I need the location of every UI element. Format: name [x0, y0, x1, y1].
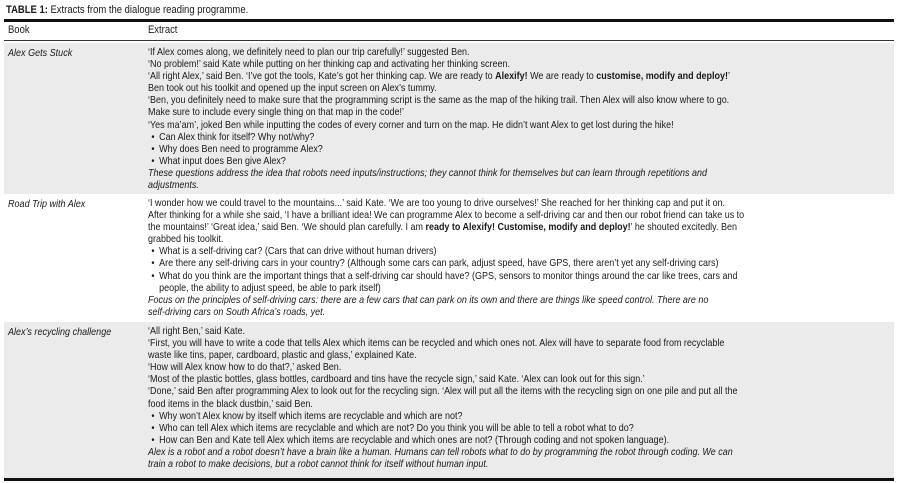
dialogue-line — [148, 46, 730, 58]
bullet-icon: • — [151, 154, 155, 167]
line-text: Can Alex think for itself? Why not/why? — [159, 130, 315, 143]
dialogue-line — [148, 349, 738, 361]
header-rule — [4, 40, 894, 41]
dialogue-line — [148, 197, 744, 209]
line-text: ‘If Alex comes along, we definitely need to plan our trip carefully!’ suggested Ben. — [148, 46, 470, 58]
line-text: What do you think are the important things that a self-driving car should have? (GPS, sensors to monitor things around the car like trees, cars and — [159, 269, 738, 282]
line-text: Focus on the principles of self-driving cars: there are a few cars that can park on its own and there are things like speed control. There are no — [148, 293, 709, 306]
bullet-icon: • — [151, 142, 155, 155]
dialogue-line — [148, 94, 730, 106]
line-text: We are ready to — [527, 70, 597, 83]
bullet-icon: • — [151, 421, 155, 434]
question-bullet — [148, 422, 738, 434]
caption-text: Extracts from the dialogue reading programme. — [47, 4, 249, 16]
table-row — [4, 43, 894, 194]
bullet-icon: • — [151, 269, 155, 282]
bullet-icon: • — [151, 433, 155, 446]
bullet-icon: • — [151, 257, 155, 270]
line-text: self-driving cars on South Africa’s roads, yet. — [148, 305, 326, 318]
line-text: Are there any self-driving cars in your country? (Although some cars can park, adjust speed, have GPS, there aren’t yet any self-driving cars) — [159, 257, 719, 270]
line-text: ‘First, you will have to write a code that tells Alex which items can be recycled and which ones not. Alex will have to separate food from recyclable — [148, 337, 725, 350]
bullet-icon: • — [151, 245, 155, 258]
line-text: What is a self-driving car? (Cars that can drive without human drivers) — [159, 245, 437, 258]
dialogue-line — [148, 325, 738, 337]
bold-text: customise, modify and deploy! — [596, 70, 728, 83]
extract-cell — [148, 197, 845, 318]
question-bullet — [148, 270, 744, 282]
book-title: Road Trip with Alex — [8, 198, 86, 210]
table-row — [4, 322, 894, 478]
line-text: food items in the black dustbin,’ said Ben. — [148, 397, 313, 410]
line-text: train a robot to make decisions, but a robot cannot think for itself without human input. — [148, 458, 489, 471]
line-text: What input does Ben give Alex? — [159, 154, 286, 167]
teacher-note — [148, 294, 744, 306]
teacher-note — [148, 167, 730, 179]
extract-cell — [148, 46, 829, 191]
question-bullet — [148, 245, 744, 257]
line-text: ‘No problem!’ said Kate while putting on her thinking cap and activating her thinking screen. — [148, 58, 510, 71]
line-text: adjustments. — [148, 179, 199, 192]
question-bullet — [148, 434, 738, 446]
line-text: ‘Done,’ said Ben after programming Alex to look out for the recycling sign. ‘Alex will put all the items with the recycling sign on one pile and put all the — [148, 385, 738, 398]
dialogue-line — [148, 106, 730, 118]
caption-label: TABLE 1: — [6, 4, 48, 16]
bold-text: ready to Alexify! Customise, modify and deploy! — [425, 221, 631, 234]
table-row — [4, 194, 894, 322]
line-text: ‘I wonder how we could travel to the mountains...’ said Kate. ‘We are too young to drive ourselves!’ She reached for her thinking cap and put it on. — [148, 197, 726, 209]
line-text: ‘Yes ma’am’, joked Ben while inputting the codes of every corner and turn on the map. He didn’t want Alex to get lost during the hike! — [148, 118, 674, 131]
line-text: How can Ben and Kate tell Alex which items are recyclable and which ones are not? (Through coding and not spoken language). — [159, 433, 670, 446]
book-title: Alex Gets Stuck — [8, 47, 73, 59]
book-title: Alex’s recycling challenge — [8, 326, 112, 338]
header-book: Book — [8, 24, 30, 36]
dialogue-line — [148, 233, 744, 245]
question-bullet — [148, 410, 738, 422]
dialogue-line — [148, 82, 730, 94]
question-bullet — [148, 131, 730, 143]
question-bullet — [148, 143, 730, 155]
question-bullet — [148, 155, 730, 167]
line-text: Alex is a robot and a robot doesn’t have a brain like a human. Humans can tell robots what to do by programming the robot through coding. We can — [148, 445, 733, 458]
table-caption — [6, 4, 248, 16]
top-rule — [4, 19, 894, 22]
line-text: ‘Ben, you definitely need to make sure that the programming script is the same as the map of the hiking trail. Then Alex will also know where to go. — [148, 94, 730, 107]
bold-text: Alexify! — [495, 70, 528, 83]
teacher-note — [148, 306, 744, 318]
dialogue-line — [148, 221, 744, 233]
line-text: Why won’t Alex know by itself which items are recyclable and which are not? — [159, 409, 463, 422]
teacher-note — [148, 179, 730, 191]
header-extract: Extract — [148, 24, 178, 36]
line-text: Why does Ben need to programme Alex? — [159, 142, 323, 155]
dialogue-line — [148, 209, 744, 221]
dialogue-line — [148, 398, 738, 410]
line-text: people, the ability to adjust speed, be able to park itself) — [159, 281, 381, 294]
dialogue-line — [148, 70, 730, 82]
line-text: ‘How will Alex know how to do that?,’ asked Ben. — [148, 361, 342, 374]
line-text: Ben took out his toolkit and opened up the input screen on Alex’s tummy. — [148, 82, 437, 95]
line-text: Who can tell Alex which items are recyclable and which are not? Do you think you will be able to tell a robot what to do? — [159, 421, 634, 434]
dialogue-line — [148, 119, 730, 131]
dialogue-line — [148, 361, 738, 373]
line-text: ’ he shouted excitedly. Ben — [630, 221, 737, 234]
dialogue-line — [148, 385, 738, 397]
dialogue-line — [148, 373, 738, 385]
line-text: ’ — [727, 70, 731, 83]
dialogue-line — [148, 337, 738, 349]
extract-cell — [148, 325, 837, 470]
bullet-icon: • — [151, 409, 155, 422]
line-text: ‘All right Alex,’ said Ben. ‘I’ve got the tools, Kate’s got her thinking cap. We are ready to — [148, 70, 496, 83]
line-text: These questions address the idea that robots need inputs/instructions; they cannot think for themselves but can learn through repetitions and — [148, 166, 707, 179]
line-text: ‘Most of the plastic bottles, glass bottles, cardboard and tins have the recycle sign,’ said Kate. ‘Alex can look out for this sign.’ — [148, 373, 645, 386]
teacher-note — [148, 458, 738, 470]
line-text: Make sure to include every single thing on that map in the code!’ — [148, 106, 405, 119]
line-text: waste like tins, paper, cardboard, plastic and glass,’ explained Kate. — [148, 349, 417, 362]
line-text: ‘All right Ben,’ said Kate. — [148, 325, 245, 337]
teacher-note — [148, 446, 738, 458]
question-bullet — [148, 257, 744, 269]
bottom-rule — [4, 478, 894, 481]
line-text: After thinking for a while she said, ‘I have a brilliant idea! We can programme Alex to become a self-driving car and then our robot friend can take us to — [148, 209, 745, 222]
question-bullet-continued — [148, 282, 744, 294]
bullet-icon: • — [151, 130, 155, 143]
line-text: grabbed his toolkit. — [148, 233, 224, 246]
dialogue-line — [148, 58, 730, 70]
line-text: the mountains!’ ‘Great idea,’ said Ben. ‘We should plan carefully. I am — [148, 221, 426, 234]
